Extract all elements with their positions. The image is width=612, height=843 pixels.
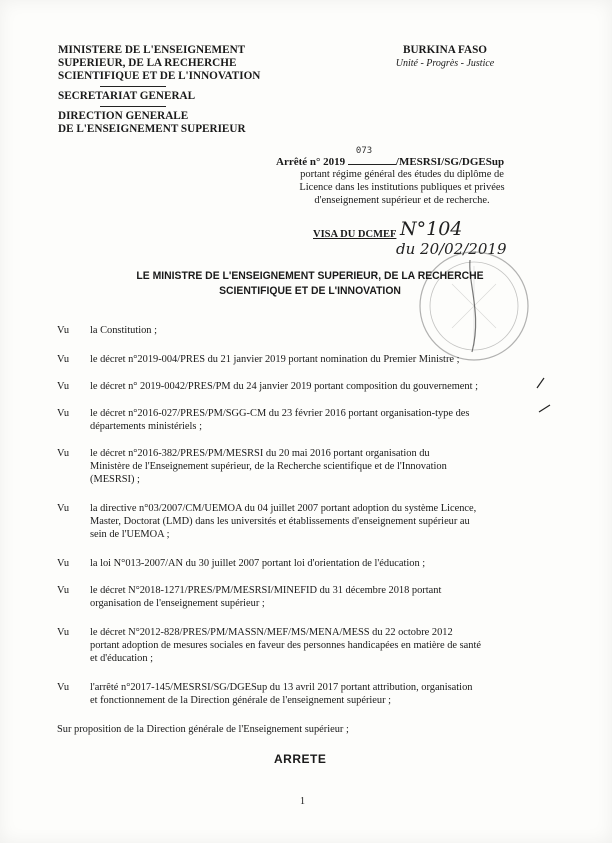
country-name: BURKINA FASO	[402, 44, 488, 56]
separator	[100, 86, 166, 87]
arrete-prefix: Arrêté n° 2019	[276, 156, 346, 168]
ministry-line: MINISTERE DE L'ENSEIGNEMENT	[58, 44, 246, 56]
vu-label: Vu	[57, 682, 70, 693]
minister-line: SCIENTIFIQUE ET DE L'INNOVATION	[219, 285, 401, 297]
ministry-header	[58, 44, 260, 136]
clause-line: sein de l'UEMOA ;	[90, 529, 170, 540]
separator	[100, 106, 166, 107]
proposition-line: Sur proposition de la Direction générale de l'Enseignement supérieur ;	[57, 724, 349, 735]
secretariat-label: SECRETARIAT GENERAL	[58, 90, 196, 102]
arrete-suffix: /MESRSI/SG/DGESup	[395, 156, 505, 168]
country-header	[380, 44, 510, 69]
clause-line: Master, Doctorat (LMD) dans les universités et établissements d'enseignement supérieur au	[90, 516, 470, 527]
handwritten-arrete-number: 073	[355, 146, 373, 156]
clause-line: le décret n°2016-382/PRES/PM/MESRSI du 20 mai 2016 portant organisation du	[90, 448, 430, 459]
subject-line: Licence dans les institutions publiques et privées	[299, 182, 505, 193]
clause-line: départements ministériels ;	[90, 421, 202, 432]
arrete-number	[276, 146, 505, 168]
official-stamp-icon	[412, 244, 536, 368]
check-mark-icon	[538, 402, 552, 414]
ministry-line: SCIENTIFIQUE ET DE L'INNOVATION	[58, 70, 261, 82]
vu-label: Vu	[57, 558, 70, 569]
vu-label: Vu	[57, 503, 70, 514]
clause-line: le décret N°2018-1271/PRES/PM/MESRSI/MINEFID du 31 décembre 2018 portant	[90, 585, 442, 596]
subject-line: d'enseignement supérieur et de recherche.	[314, 195, 490, 206]
clause-line: et fonctionnement de la Direction générale de l'enseignement supérieur ;	[90, 695, 392, 706]
clause-line: (MESRSI) ;	[90, 474, 140, 485]
vu-label: Vu	[57, 381, 70, 392]
clause-line: l'arrêté n°2017-145/MESRSI/SG/DGESup du 13 avril 2017 portant attribution, organisation	[90, 682, 473, 693]
decision-heading: ARRETE	[274, 752, 327, 766]
visa-label: VISA DU DCMEF	[313, 229, 397, 240]
page-number: 1	[300, 796, 305, 807]
clause-line: la directive n°03/2007/CM/UEMOA du 04 juillet 2007 portant adoption du système Licence,	[90, 503, 477, 514]
country-motto: Unité - Progrès - Justice	[395, 58, 495, 69]
ministry-line: SUPERIEUR, DE LA RECHERCHE	[58, 57, 237, 69]
handwritten-visa-number: N°104	[400, 218, 463, 240]
clause-line: et d'éducation ;	[90, 653, 154, 664]
clause-line: organisation de l'enseignement supérieur ;	[90, 598, 265, 609]
minister-line: LE MINISTRE DE L'ENSEIGNEMENT SUPERIEUR, DE LA RECHERCHE	[136, 270, 484, 282]
clause-line: portant adoption de mesures sociales en faveur des personnes handicapées en matière de santé	[90, 640, 481, 651]
subject-line: portant régime général des études du diplôme de	[300, 169, 504, 180]
vu-label: Vu	[57, 325, 70, 336]
clause-line: Ministère de l'Enseignement supérieur, de la Recherche scientifique et de l'Innovation	[90, 461, 447, 472]
clause-line: la loi N°013-2007/AN du 30 juillet 2007 portant loi d'orientation de l'éducation ;	[90, 558, 426, 569]
vu-label: Vu	[57, 354, 70, 365]
clause-line: la Constitution ;	[90, 325, 157, 336]
clause-line: le décret n°2016-027/PRES/PM/SGG-CM du 23 février 2016 portant organisation-type des	[90, 408, 470, 419]
vu-label: Vu	[57, 585, 70, 596]
clause-line: le décret N°2012-828/PRES/PM/MASSN/MEF/MS/MENA/MESS du 22 octobre 2012	[90, 627, 453, 638]
clause-line: le décret n°2019-004/PRES du 21 janvier 2019 portant nomination du Premier Ministre ;	[90, 354, 460, 365]
arrete-number-blank	[348, 146, 396, 165]
clause-line: le décret n° 2019-0042/PRES/PM du 24 janvier 2019 portant composition du gouvernement ;	[90, 381, 478, 392]
arrete-subject	[286, 168, 518, 207]
minister-title	[96, 269, 524, 299]
handwritten-visa-date: du 20/02/2019	[396, 240, 507, 258]
vu-label: Vu	[57, 627, 70, 638]
direction-line: DIRECTION GENERALE	[58, 110, 189, 122]
vu-label: Vu	[57, 408, 70, 419]
check-mark-icon	[535, 376, 547, 390]
vu-label: Vu	[57, 448, 70, 459]
direction-line: DE L'ENSEIGNEMENT SUPERIEUR	[58, 123, 246, 135]
